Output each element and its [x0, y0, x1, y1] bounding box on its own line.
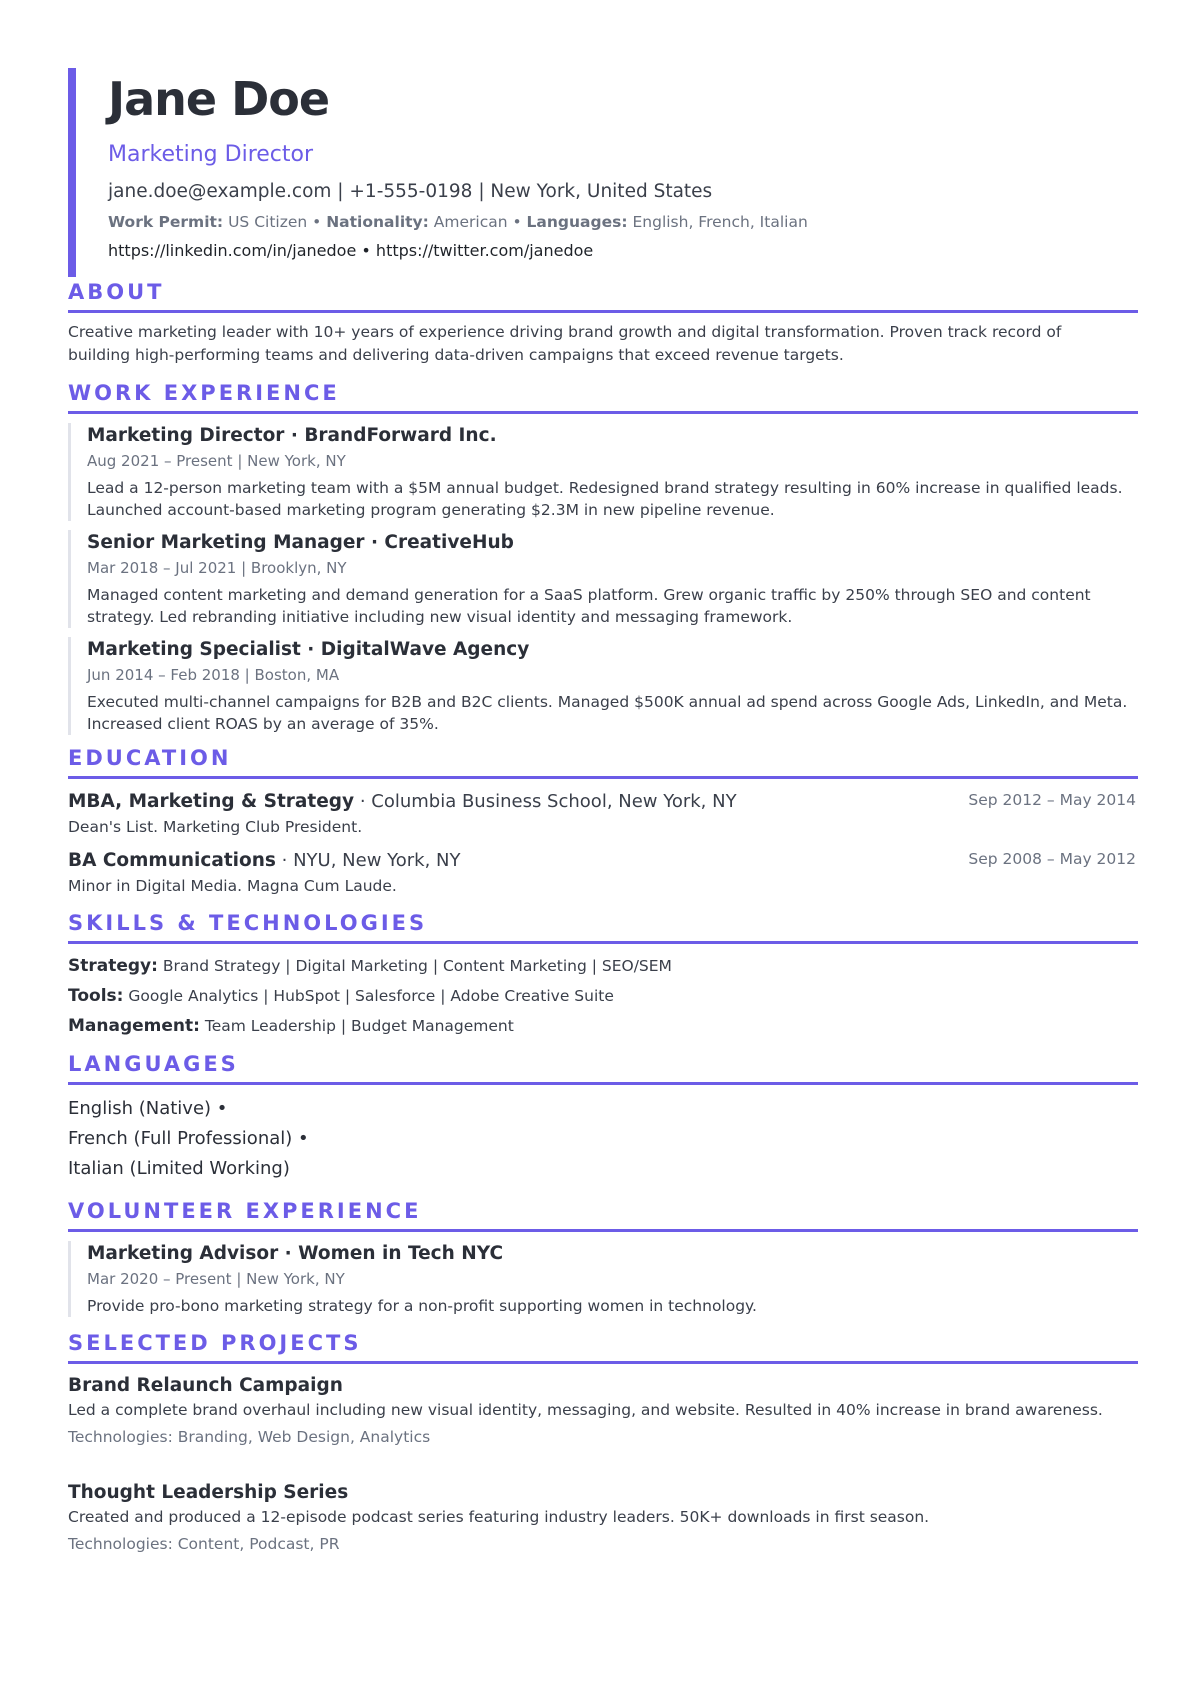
skill-row: [68, 954, 672, 978]
language-item: Italian (Limited Working): [68, 1158, 290, 1179]
work-entry-title: Marketing Specialist · DigitalWave Agency: [87, 639, 530, 660]
education-degree: BA Communications: [68, 850, 276, 871]
work-permit-value: US Citizen: [228, 213, 308, 231]
education-degree: MBA, Marketing & Strategy: [68, 791, 355, 812]
resume-header: [68, 68, 1140, 277]
project-entry: [68, 1373, 1128, 1449]
contact-line: jane.doe@example.com | +1-555-0198 | New York, United States: [108, 181, 713, 202]
twitter-link[interactable]: https://twitter.com/janedoe: [375, 241, 594, 260]
education-entry: [68, 848, 1136, 898]
project-desc: Led a complete brand overhaul including new visual identity, messaging, and website. Resulted in 40% increase in brand awareness.: [68, 1401, 1103, 1419]
work-entry-desc: Managed content marketing and demand generation for a SaaS platform. Grew organic traffic by 250% through SEO and content strategy. Led rebranding initiative including new visual identity and messaging framework.: [87, 586, 1091, 626]
section-title-skills: SKILLS & TECHNOLOGIES: [68, 911, 1138, 944]
nationality-label: Nationality:: [326, 213, 429, 231]
education-school: · NYU, New York, NY: [275, 850, 461, 871]
work-entry-date: Mar 2018 – Jul 2021 | Brooklyn, NY: [87, 559, 347, 577]
work-permit-label: Work Permit:: [108, 213, 224, 231]
volunteer-entry-title: Marketing Advisor · Women in Tech NYC: [87, 1243, 504, 1264]
project-desc: Created and produced a 12-episode podcast series featuring industry leaders. 50K+ downloads in first season.: [68, 1508, 930, 1526]
work-entry: [68, 530, 1149, 628]
skill-row: [68, 1014, 514, 1038]
linkedin-link[interactable]: https://linkedin.com/in/janedoe: [108, 241, 357, 260]
volunteer-entry-date: Mar 2020 – Present | New York, NY: [87, 1270, 345, 1288]
project-tech: Technologies: Branding, Web Design, Analytics: [68, 1428, 431, 1446]
volunteer-entry: [68, 1241, 1149, 1317]
education-dates: Sep 2008 – May 2012: [968, 850, 1136, 868]
section-title-languages: LANGUAGES: [68, 1052, 1138, 1085]
section-title-work: WORK EXPERIENCE: [68, 381, 1138, 414]
skill-label: Strategy:: [68, 956, 158, 976]
candidate-name: Jane Doe: [108, 72, 330, 126]
project-tech: Technologies: Content, Podcast, PR: [68, 1535, 340, 1553]
meta-separator: •: [507, 213, 527, 231]
skill-label: Management:: [68, 1016, 200, 1036]
about-text: Creative marketing leader with 10+ years of experience driving brand growth and digital transformation. Proven track record of building high-performing teams and delivering data-driven campaigns that exceed revenue targets.: [68, 323, 1062, 364]
nationality-value: American: [433, 213, 508, 231]
work-entry-desc: Executed multi-channel campaigns for B2B and B2C clients. Managed $500K annual ad spend across Google Ads, LinkedIn, and Meta. Increased client ROAS by an average of 35%.: [87, 693, 1128, 733]
section-title-about: ABOUT: [68, 280, 1138, 313]
work-entry-date: Aug 2021 – Present | New York, NY: [87, 452, 346, 470]
work-entry: [68, 423, 1149, 521]
skill-value: Brand Strategy | Digital Marketing | Content Marketing | SEO/SEM: [157, 957, 672, 975]
volunteer-entry-desc: Provide pro-bono marketing strategy for a non-profit supporting women in technology.: [87, 1297, 757, 1315]
education-school: · Columbia Business School, New York, NY: [354, 791, 737, 812]
link-separator: •: [356, 241, 376, 260]
language-item: French (Full Professional) •: [68, 1128, 309, 1149]
skill-value: Team Leadership | Budget Management: [199, 1017, 514, 1035]
section-title-education: EDUCATION: [68, 746, 1138, 779]
education-entry: [68, 789, 1136, 839]
skill-row: [68, 984, 614, 1008]
profile-links: [108, 241, 593, 260]
candidate-role: Marketing Director: [108, 142, 314, 167]
meta-separator: •: [307, 213, 327, 231]
work-entry-date: Jun 2014 – Feb 2018 | Boston, MA: [87, 666, 340, 684]
language-item: English (Native) •: [68, 1098, 228, 1119]
project-title: Brand Relaunch Campaign: [68, 1375, 343, 1396]
project-title: Thought Leadership Series: [68, 1482, 349, 1503]
languages-value: English, French, Italian: [632, 213, 808, 231]
work-entry-title: Senior Marketing Manager · CreativeHub: [87, 532, 514, 553]
section-title-projects: SELECTED PROJECTS: [68, 1331, 1138, 1364]
skill-value: Google Analytics | HubSpot | Salesforce | Adobe Creative Suite: [123, 987, 614, 1005]
personal-meta: [108, 213, 808, 231]
education-note: Dean's List. Marketing Club President.: [68, 818, 363, 836]
section-title-volunteer: VOLUNTEER EXPERIENCE: [68, 1199, 1138, 1232]
work-entry-desc: Lead a 12-person marketing team with a $5M annual budget. Redesigned brand strategy resulting in 60% increase in qualified leads. Launched account-based marketing program generating $2.3M in new pipeline revenue.: [87, 479, 1123, 519]
skill-label: Tools:: [68, 986, 124, 1006]
education-dates: Sep 2012 – May 2014: [968, 791, 1136, 809]
work-entry: [68, 637, 1149, 735]
education-note: Minor in Digital Media. Magna Cum Laude.: [68, 877, 397, 895]
languages-label: Languages:: [526, 213, 628, 231]
work-entry-title: Marketing Director · BrandForward Inc.: [87, 425, 497, 446]
project-entry: [68, 1480, 1128, 1556]
